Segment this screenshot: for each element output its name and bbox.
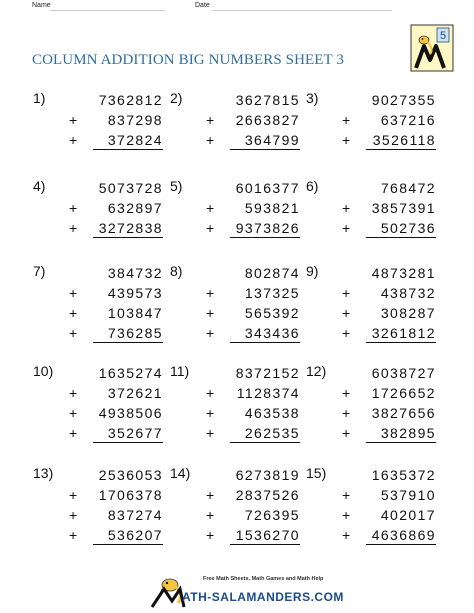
addend: 565392 (244, 305, 300, 321)
addition-problem (170, 263, 300, 343)
addition-problem (306, 363, 436, 443)
addend: 1128374 (236, 385, 300, 401)
addend: 4938506 (98, 405, 163, 421)
plus-sign: + (206, 325, 215, 341)
addend: 726395 (244, 507, 300, 523)
plus-sign: + (69, 325, 78, 341)
logo-badge: 5 (439, 30, 447, 42)
plus-sign: + (69, 132, 78, 148)
problem-number: 6) (306, 178, 319, 194)
plus-sign: + (206, 220, 215, 236)
addend: 384732 (107, 265, 163, 281)
problem-number: 14) (170, 465, 191, 481)
addend: 768472 (380, 180, 436, 196)
addend: 3526118 (372, 132, 436, 148)
problem-number: 7) (33, 263, 46, 279)
sum-line (230, 237, 300, 238)
addend: 2663827 (235, 112, 300, 128)
addend: 1635372 (371, 467, 436, 483)
name-label: Name (32, 2, 51, 9)
plus-sign: + (69, 220, 78, 236)
addend: 736285 (107, 325, 163, 341)
name-underline (50, 10, 165, 11)
addend: 137325 (244, 285, 300, 301)
addend: 3827656 (371, 405, 436, 421)
sum-line (230, 544, 300, 545)
plus-sign: + (206, 112, 215, 128)
plus-sign: + (342, 285, 351, 301)
addend: 364799 (244, 132, 300, 148)
addend: 9373826 (235, 220, 300, 236)
addend: 9027355 (371, 92, 436, 108)
sum-line (93, 342, 163, 343)
plus-sign: + (69, 285, 78, 301)
sum-line (366, 442, 436, 443)
addition-problem (306, 263, 436, 343)
salamander-logo (410, 24, 454, 72)
plus-sign: + (342, 112, 351, 128)
plus-sign: + (206, 527, 215, 543)
addend: 308287 (380, 305, 436, 321)
addend: 262535 (244, 425, 300, 441)
problem-number: 2) (170, 90, 183, 106)
plus-sign: + (206, 285, 215, 301)
plus-sign: + (69, 507, 78, 523)
addend: 1726652 (371, 385, 436, 401)
plus-sign: + (342, 425, 351, 441)
plus-sign: + (69, 527, 78, 543)
addend: 402017 (380, 507, 436, 523)
date-label: Date (195, 2, 210, 9)
plus-sign: + (206, 487, 215, 503)
sum-line (366, 544, 436, 545)
plus-sign: + (342, 487, 351, 503)
addend: 537910 (380, 487, 436, 503)
addition-problem (33, 465, 163, 545)
addend: 6038727 (371, 365, 436, 381)
plus-sign: + (342, 220, 351, 236)
problem-number: 12) (306, 363, 327, 379)
plus-sign: + (69, 405, 78, 421)
problem-number: 11) (170, 363, 190, 379)
footer-tagline: Free Math Sheets, Math Games and Math Help (203, 576, 324, 582)
addend: 502736 (380, 220, 436, 236)
problem-number: 1) (33, 90, 46, 106)
addend: 1706378 (98, 487, 163, 503)
addend: 463538 (244, 405, 300, 421)
plus-sign: + (69, 385, 78, 401)
plus-sign: + (69, 487, 78, 503)
addend: 382895 (380, 425, 436, 441)
addend: 3272838 (98, 220, 163, 236)
addend: 536207 (107, 527, 163, 543)
plus-sign: + (206, 385, 215, 401)
problem-number: 13) (33, 465, 54, 481)
addend: 372824 (107, 132, 163, 148)
problem-number: 10) (33, 363, 54, 379)
addition-problem (170, 90, 300, 170)
plus-sign: + (206, 425, 215, 441)
addend: 6016377 (235, 180, 300, 196)
addition-problem (33, 363, 163, 443)
addend: 343436 (244, 325, 300, 341)
addition-problem (306, 465, 436, 545)
sum-line (93, 442, 163, 443)
sum-line (366, 237, 436, 238)
addend: 3857391 (371, 200, 436, 216)
addend: 103847 (107, 305, 163, 321)
addend: 2837526 (235, 487, 300, 503)
sum-line (93, 149, 163, 150)
plus-sign: + (342, 305, 351, 321)
plus-sign: + (342, 527, 351, 543)
sum-line (93, 544, 163, 545)
date-underline (212, 10, 392, 11)
addition-problem (170, 465, 300, 545)
footer-site-link[interactable]: ATH-SALAMANDERS.COM (182, 590, 344, 604)
addend: 837274 (107, 507, 163, 523)
problem-number: 15) (306, 465, 327, 481)
plus-sign: + (206, 507, 215, 523)
addition-problem (306, 90, 436, 170)
addend: 2536053 (98, 467, 163, 483)
addition-problem (306, 178, 436, 258)
sum-line (230, 442, 300, 443)
addition-problem (33, 263, 163, 343)
worksheet-title: COLUMN ADDITION BIG NUMBERS SHEET 3 (32, 52, 344, 68)
addition-problem (170, 178, 300, 258)
sum-line (93, 237, 163, 238)
addend: 1635274 (98, 365, 163, 381)
plus-sign: + (342, 132, 351, 148)
plus-sign: + (342, 200, 351, 216)
plus-sign: + (69, 305, 78, 321)
problem-number: 4) (33, 178, 46, 194)
plus-sign: + (206, 405, 215, 421)
addend: 3627815 (235, 92, 300, 108)
sum-line (230, 149, 300, 150)
addend: 637216 (380, 112, 436, 128)
sum-line (366, 149, 436, 150)
plus-sign: + (69, 200, 78, 216)
plus-sign: + (69, 112, 78, 128)
addend: 5073728 (98, 180, 163, 196)
problem-number: 5) (170, 178, 183, 194)
addend: 3261812 (371, 325, 436, 341)
problem-number: 8) (170, 263, 183, 279)
problem-number: 9) (306, 263, 319, 279)
addend: 8372152 (235, 365, 300, 381)
problem-number: 3) (306, 90, 319, 106)
addend: 372621 (107, 385, 163, 401)
sum-line (230, 342, 300, 343)
addend: 352677 (107, 425, 163, 441)
addend: 439573 (107, 285, 163, 301)
plus-sign: + (342, 385, 351, 401)
addend: 6273819 (235, 467, 300, 483)
addend: 632897 (107, 200, 163, 216)
addend: 593821 (244, 200, 300, 216)
plus-sign: + (69, 425, 78, 441)
plus-sign: + (342, 325, 351, 341)
addend: 802874 (244, 265, 300, 281)
addition-problem (170, 363, 300, 443)
addition-problem (33, 90, 163, 170)
sum-line (366, 342, 436, 343)
addend: 438732 (380, 285, 436, 301)
addend: 837298 (107, 112, 163, 128)
plus-sign: + (206, 200, 215, 216)
plus-sign: + (206, 132, 215, 148)
plus-sign: + (206, 305, 215, 321)
addend: 1536270 (235, 527, 300, 543)
plus-sign: + (342, 405, 351, 421)
addend: 4636869 (371, 527, 436, 543)
addend: 7362812 (98, 92, 163, 108)
addition-problem (33, 178, 163, 258)
addend: 4873281 (371, 265, 436, 281)
plus-sign: + (342, 507, 351, 523)
